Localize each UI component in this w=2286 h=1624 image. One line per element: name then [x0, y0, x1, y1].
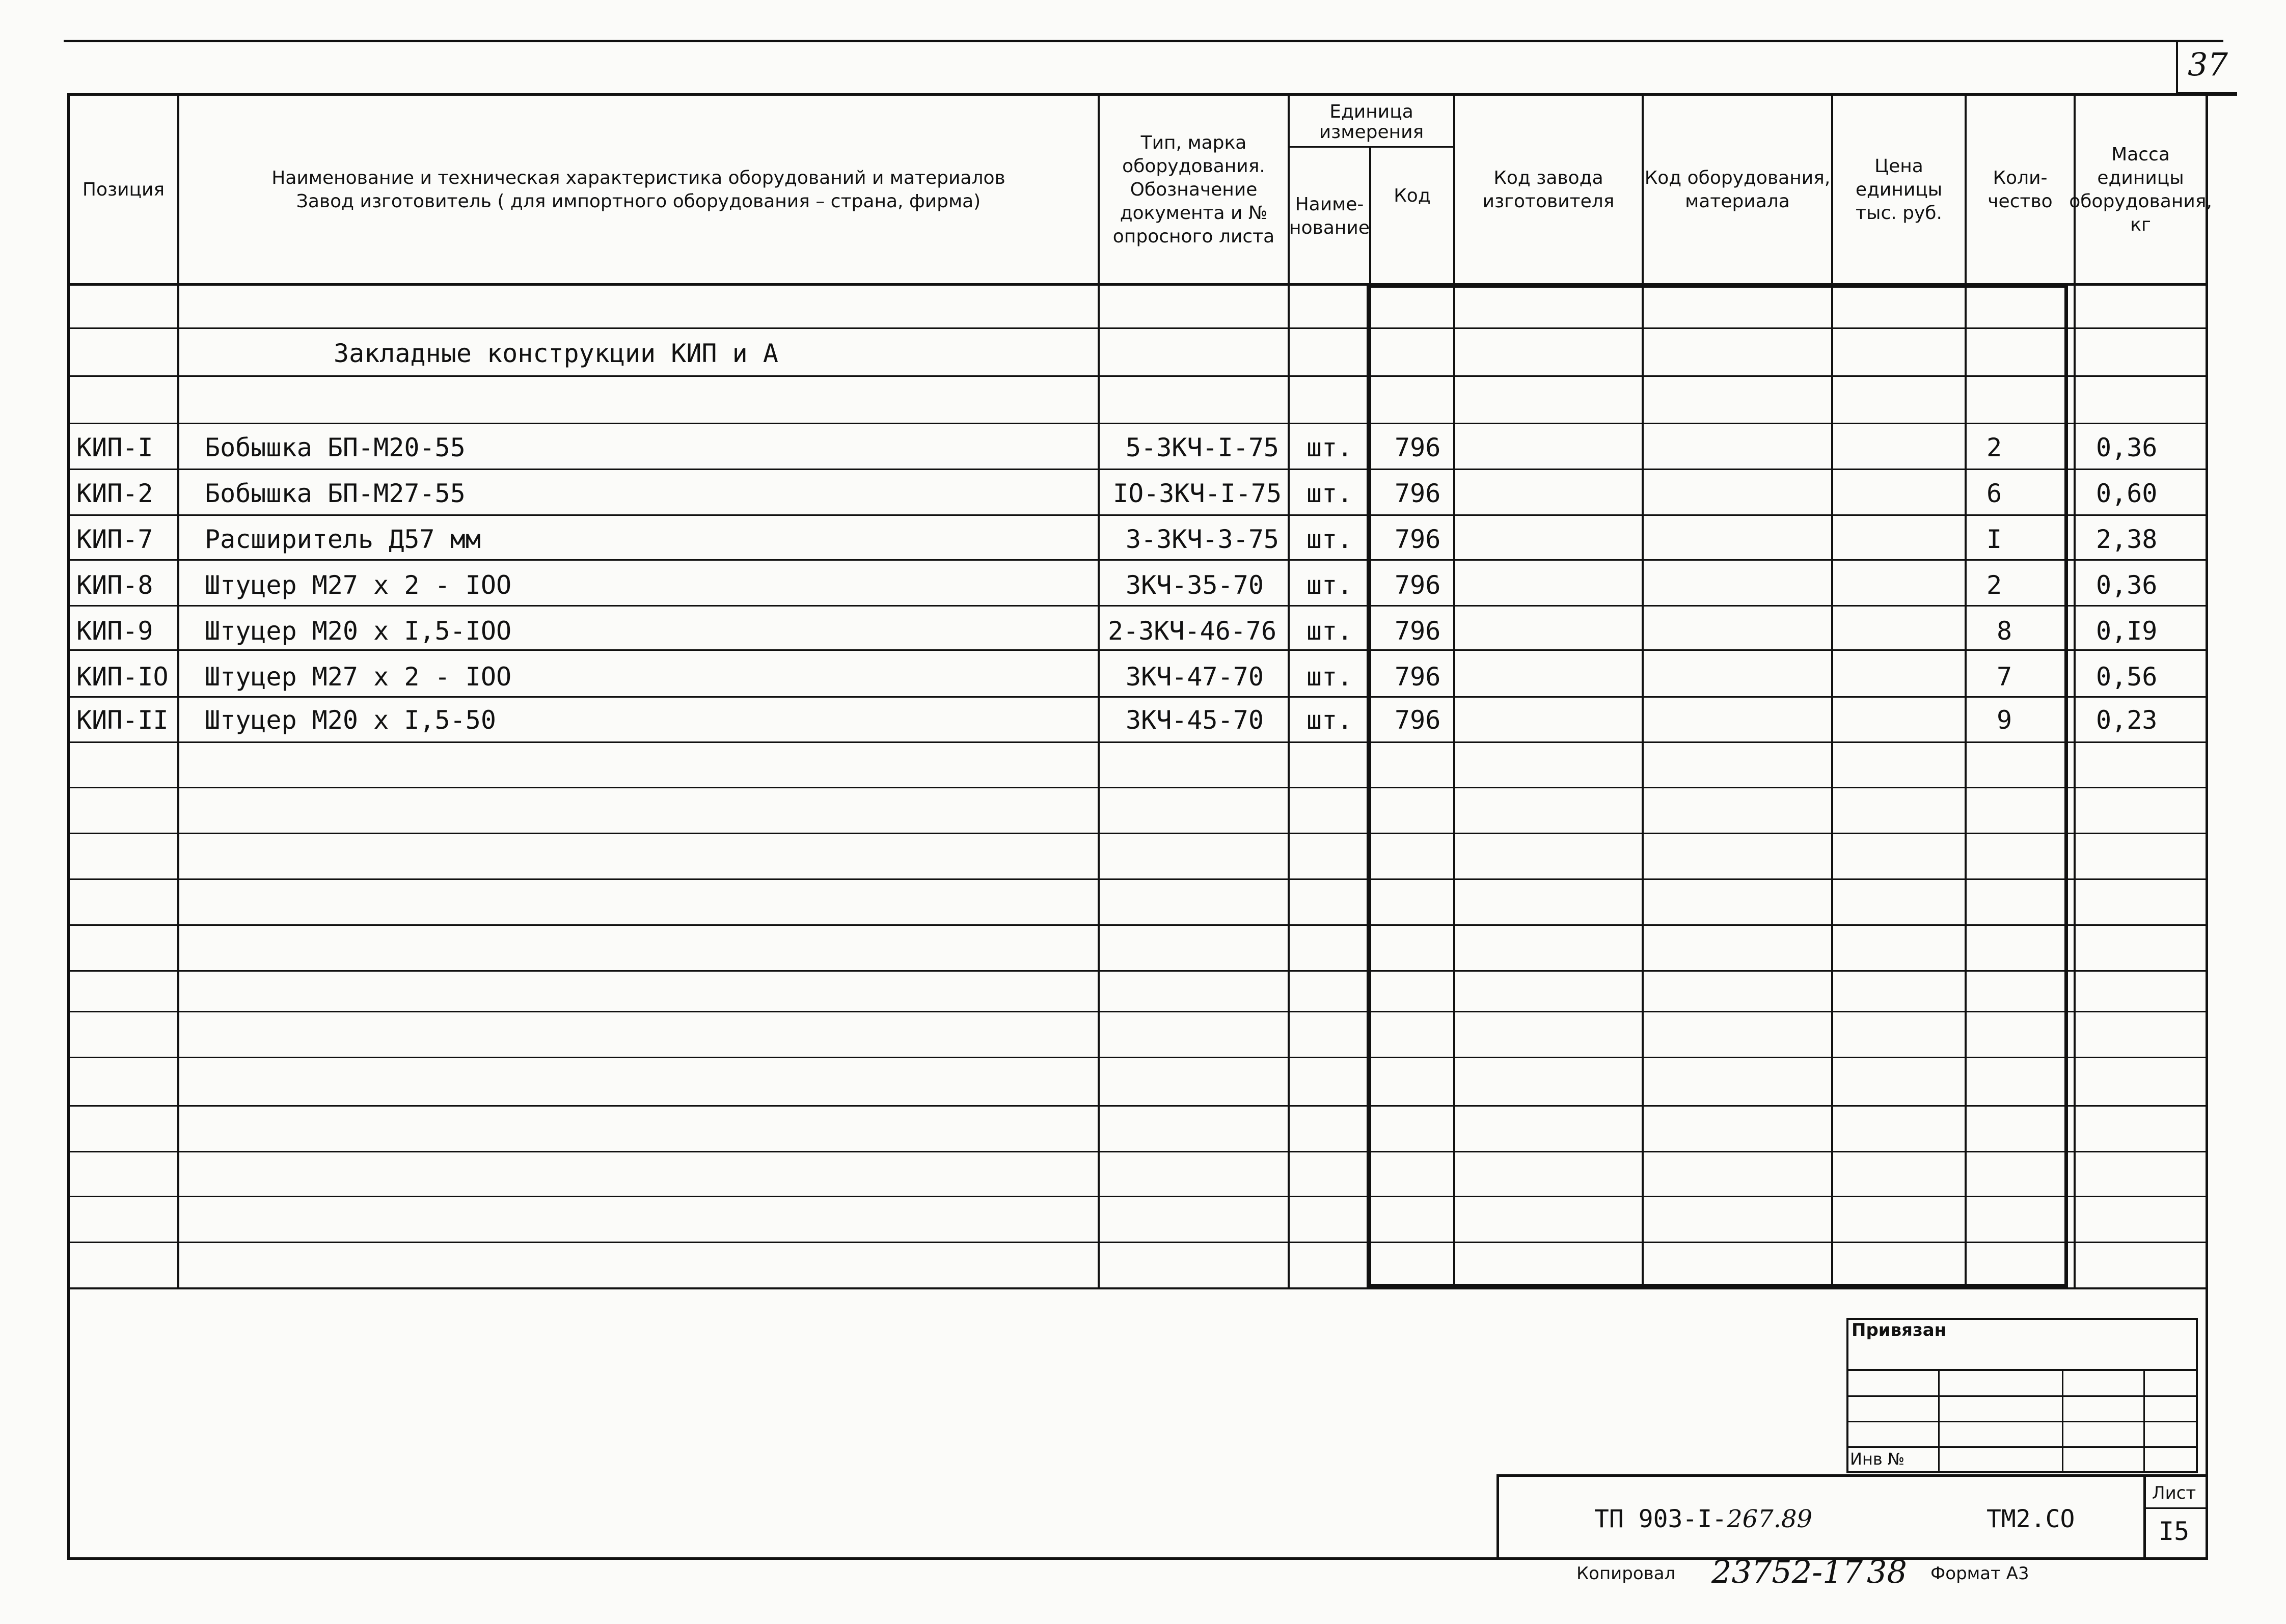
- copied-label: Копировал: [1576, 1563, 1676, 1584]
- row-unit: шт.: [1307, 616, 1353, 646]
- top-border: [64, 40, 2223, 42]
- header-plant-code: Код завода изготовителя: [1482, 167, 1615, 212]
- row-quantity: 2: [1986, 570, 2002, 600]
- header-unit-group: Единица измерения: [1319, 101, 1424, 143]
- order-number: 23752-17: [1711, 1553, 1863, 1590]
- title-block-top: [1496, 1474, 2207, 1477]
- row-line: [67, 1151, 2207, 1152]
- row-mass: 0,23: [2096, 705, 2158, 735]
- row-mass: 0,36: [2096, 433, 2158, 462]
- linked-vline: [2062, 1369, 2063, 1471]
- order-page: 38: [1867, 1553, 1907, 1590]
- row-line: [67, 924, 2207, 926]
- sheet-box-left: [2143, 1474, 2146, 1558]
- row-type: 5-ЗКЧ-I-75: [1126, 433, 1280, 462]
- row-unit: шт.: [1307, 525, 1353, 554]
- row-quantity: 9: [1997, 705, 2012, 735]
- header-position: Позиция: [82, 179, 165, 200]
- row-line: [67, 1242, 2207, 1243]
- stamp-top-line: [67, 1287, 2207, 1289]
- linked-label: Привязан: [1852, 1320, 1947, 1340]
- row-code: 796: [1395, 662, 1441, 692]
- thick-block-frame: [1367, 284, 2068, 1287]
- row-code: 796: [1395, 525, 1441, 554]
- row-line: [67, 1057, 2207, 1058]
- row-name: Штуцер М27 х 2 - IOO: [205, 570, 512, 600]
- row-name: Бобышка БП-М20-55: [205, 433, 466, 462]
- sheet-label: Лист: [2152, 1483, 2196, 1503]
- row-line: [67, 327, 2207, 329]
- row-line: [67, 1196, 2207, 1197]
- document-mark: ТМ2.СО: [1986, 1505, 2075, 1533]
- table-right: [2206, 93, 2208, 1560]
- row-line: [67, 787, 2207, 788]
- row-mass: 2,38: [2096, 525, 2158, 554]
- row-line: [67, 423, 2207, 424]
- header-mass: Масса единицы оборудования, кг: [2069, 144, 2212, 235]
- row-code: 796: [1395, 433, 1441, 462]
- header-unit-name: Наиме- нование: [1289, 194, 1370, 238]
- row-name: Бобышка БП-М27-55: [205, 479, 466, 508]
- row-position: КИП-I: [76, 433, 153, 462]
- linked-vline: [2143, 1369, 2145, 1471]
- row-position: КИП-8: [76, 570, 153, 600]
- row-code: 796: [1395, 570, 1441, 600]
- row-quantity: I: [1986, 525, 2002, 554]
- row-mass: 0,36: [2096, 570, 2158, 600]
- row-line: [67, 514, 2207, 516]
- row-position: КИП-9: [76, 616, 153, 646]
- row-mass: 0,60: [2096, 479, 2158, 508]
- linked-hline: [1846, 1369, 2198, 1371]
- row-line: [67, 1011, 2207, 1012]
- row-code: 796: [1395, 616, 1441, 646]
- linked-hline: [1846, 1421, 2198, 1422]
- row-line: [67, 649, 2207, 651]
- row-line: [67, 375, 2207, 377]
- row-name: Расширитель Д57 мм: [205, 525, 481, 554]
- row-line: [67, 559, 2207, 561]
- table-left: [67, 93, 70, 1560]
- header-quantity: Коли- чество: [1988, 167, 2053, 212]
- row-position: КИП-7: [76, 525, 153, 554]
- header-unit-code: Код: [1394, 185, 1431, 206]
- page-number-box-left: [2176, 40, 2178, 93]
- row-line: [67, 469, 2207, 470]
- row-name: Штуцер М20 х I,5-50: [205, 705, 496, 735]
- row-unit: шт.: [1307, 479, 1353, 508]
- page-number: 37: [2188, 46, 2228, 83]
- linked-hline: [1846, 1395, 2198, 1397]
- row-unit: шт.: [1307, 570, 1353, 600]
- row-name: Штуцер М20 х I,5-IOO: [205, 616, 512, 646]
- row-type: 2-ЗКЧ-46-76: [1108, 616, 1277, 646]
- section-title: Закладные конструкции КИП и А: [334, 339, 778, 368]
- header-type: Тип, марка оборудования. Обозначение документа и № опросного листа: [1112, 132, 1275, 247]
- row-quantity: 6: [1986, 479, 2002, 508]
- row-mass: 0,56: [2096, 662, 2158, 692]
- row-quantity: 7: [1997, 662, 2012, 692]
- header-name: Наименование и техническая характеристика оборудований и материалов Завод изготовитель ( для импортного оборудования – страна, фирма): [271, 167, 1005, 212]
- row-quantity: 8: [1997, 616, 2012, 646]
- row-code: 796: [1395, 479, 1441, 508]
- row-code: 796: [1395, 705, 1441, 735]
- row-quantity: 2: [1986, 433, 2002, 462]
- row-type: ЗКЧ-35-70: [1126, 570, 1264, 600]
- row-unit: шт.: [1307, 433, 1353, 462]
- document-code: ТП 903-I-267.89: [1594, 1505, 1813, 1533]
- row-line: [67, 696, 2207, 698]
- row-name: Штуцер М27 х 2 - IOO: [205, 662, 512, 692]
- row-line: [67, 833, 2207, 834]
- row-line: [67, 878, 2207, 880]
- document-code-handwritten: 267.89: [1727, 1505, 1813, 1533]
- header-equipment-code: Код оборудования, материала: [1644, 167, 1831, 212]
- row-type: ЗКЧ-47-70: [1126, 662, 1264, 692]
- row-mass: 0,I9: [2096, 616, 2158, 646]
- linked-vline: [1938, 1369, 1940, 1471]
- row-type: ЗКЧ-45-70: [1126, 705, 1264, 735]
- row-type: З-ЗКЧ-3-75: [1126, 525, 1280, 554]
- row-line: [67, 605, 2207, 607]
- linked-hline: [1846, 1446, 2198, 1448]
- row-unit: шт.: [1307, 705, 1353, 735]
- sheet-box-divider: [2143, 1507, 2207, 1509]
- row-type: IO-ЗКЧ-I-75: [1113, 479, 1282, 508]
- row-position: КИП-II: [76, 705, 169, 735]
- row-position: КИП-IO: [76, 662, 169, 692]
- row-line: [67, 970, 2207, 972]
- sheet-number: I5: [2159, 1517, 2190, 1546]
- row-unit: шт.: [1307, 662, 1353, 692]
- row-line: [67, 741, 2207, 743]
- row-position: КИП-2: [76, 479, 153, 508]
- format-label: Формат А3: [1930, 1563, 2029, 1584]
- inventory-label: Инв №: [1850, 1449, 1905, 1469]
- header-price: Цена единицы тыс. руб.: [1855, 155, 1943, 224]
- title-block-left: [1496, 1474, 1499, 1558]
- row-line: [67, 1105, 2207, 1107]
